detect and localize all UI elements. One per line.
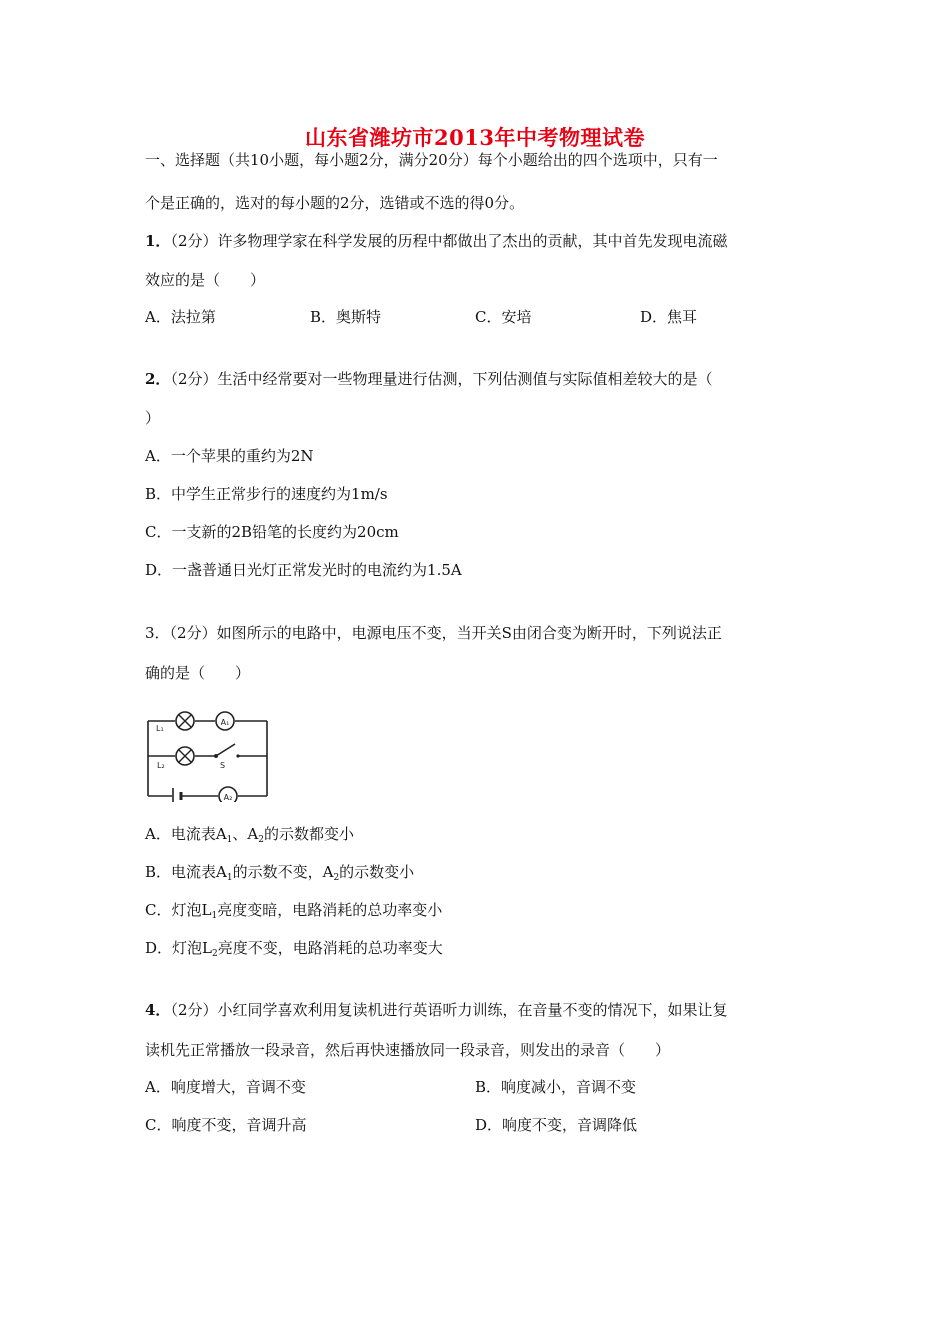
ammeter-a1 xyxy=(216,712,234,730)
question-4-option-a: A．响度增大，音调不变 xyxy=(145,1078,306,1096)
lamp-l2 xyxy=(176,747,194,765)
lamp-l1 xyxy=(176,712,194,730)
question-3-number: 3． xyxy=(145,624,170,642)
question-4-text: （2分）小红同学喜欢利用复读机进行英语听力训练，在音量不变的情况下，如果让复 xyxy=(170,1001,728,1019)
question-2-option-d: D．一盏普通日光灯正常发光时的电流约为1.5A xyxy=(145,561,462,579)
ammeter-a1-label: A₁ xyxy=(220,718,230,727)
question-4-line-1 xyxy=(145,1000,728,1020)
question-1-line-2: 效应的是（ ） xyxy=(145,271,266,289)
question-4-number: 4． xyxy=(145,1001,171,1019)
question-3-text: （2分）如图所示的电路中，电源电压不变，当开关S由闭合变为断开时，下列说法正 xyxy=(169,624,722,642)
question-1-line-1 xyxy=(145,231,728,251)
subscript: 2 xyxy=(333,873,340,883)
question-1-text: （2分）许多物理学家在科学发展的历程中都做出了杰出的贡献，其中首先发现电流磁 xyxy=(170,232,728,250)
question-3-option-b-part: 的示数变小 xyxy=(339,863,415,881)
question-1-option-b: B．奥斯特 xyxy=(310,308,382,326)
question-1-option-d: D．焦耳 xyxy=(640,308,698,326)
question-2-option-b: B．中学生正常步行的速度约为1m/s xyxy=(145,485,388,503)
battery xyxy=(173,788,181,802)
subscript: 1 xyxy=(211,911,218,921)
question-3-line-1 xyxy=(145,623,722,643)
question-4-option-d: D．响度不变，音调降低 xyxy=(475,1116,638,1134)
ammeter-a2-label: A₂ xyxy=(223,793,233,802)
question-4-line-2: 读机先正常播放一段录音，然后再快速播放同一段录音，则发出的录音（ ） xyxy=(145,1041,671,1059)
question-3-option-d-part: D．灯泡L xyxy=(145,939,212,957)
question-1-number: 1． xyxy=(145,232,171,250)
question-2-number: 2． xyxy=(145,370,171,388)
section-instruction-line-1: 一、选择题（共10小题，每小题2分，满分20分）每个小题给出的四个选项中，只有一 xyxy=(145,151,718,169)
question-3-option-d xyxy=(145,938,443,964)
question-3-option-b-part: 的示数不变，A xyxy=(232,863,334,881)
section-instruction-line-2: 个是正确的，选对的每小题的2分，选错或不选的得0分。 xyxy=(145,194,525,212)
lamp-l1-label: L₁ xyxy=(156,724,164,733)
question-3-line-2: 确的是（ ） xyxy=(145,664,251,682)
question-2-option-c: C．一支新的2B铅笔的长度约为20cm xyxy=(145,523,399,541)
subscript: 1 xyxy=(226,835,233,845)
question-2-text: （2分）生活中经常要对一些物理量进行估测，下列估测值与实际值相差较大的是（ xyxy=(170,370,713,388)
question-4-option-b: B．响度减小，音调不变 xyxy=(475,1078,637,1096)
switch-s xyxy=(214,744,240,770)
question-3-option-b xyxy=(145,862,414,888)
page-title: 山东省潍坊市2013年中考物理试卷 xyxy=(305,125,645,150)
ammeter-a2 xyxy=(219,787,237,802)
question-2-line-2: ） xyxy=(145,409,161,427)
question-3-option-c-part: 亮度变暗，电路消耗的总功率变小 xyxy=(217,901,443,919)
circuit-diagram xyxy=(140,706,275,802)
question-3-option-a-part: 、A xyxy=(232,825,259,843)
question-3-option-a-part: A．电流表A xyxy=(145,825,227,843)
question-3-option-c xyxy=(145,900,442,926)
question-2-line-1 xyxy=(145,369,713,389)
subscript: 2 xyxy=(212,949,218,959)
question-3-option-a-part: 的示数都变小 xyxy=(263,825,354,843)
question-2-option-a: A．一个苹果的重约为2N xyxy=(145,447,314,465)
question-1-option-a: A．法拉第 xyxy=(145,308,216,326)
question-3-option-b-part: B．电流表A xyxy=(145,863,227,881)
subscript: 2 xyxy=(258,835,264,845)
question-3-option-a xyxy=(145,824,354,850)
subscript: 1 xyxy=(226,873,233,883)
question-3-option-d-part: 亮度不变，电路消耗的总功率变大 xyxy=(217,939,443,957)
question-1-option-c: C．安培 xyxy=(475,308,532,326)
question-3-option-c-part: C．灯泡L xyxy=(145,901,212,919)
lamp-l2-label: L₂ xyxy=(157,761,165,770)
switch-s-label: S xyxy=(220,761,226,770)
question-4-option-c: C．响度不变，音调升高 xyxy=(145,1116,307,1134)
